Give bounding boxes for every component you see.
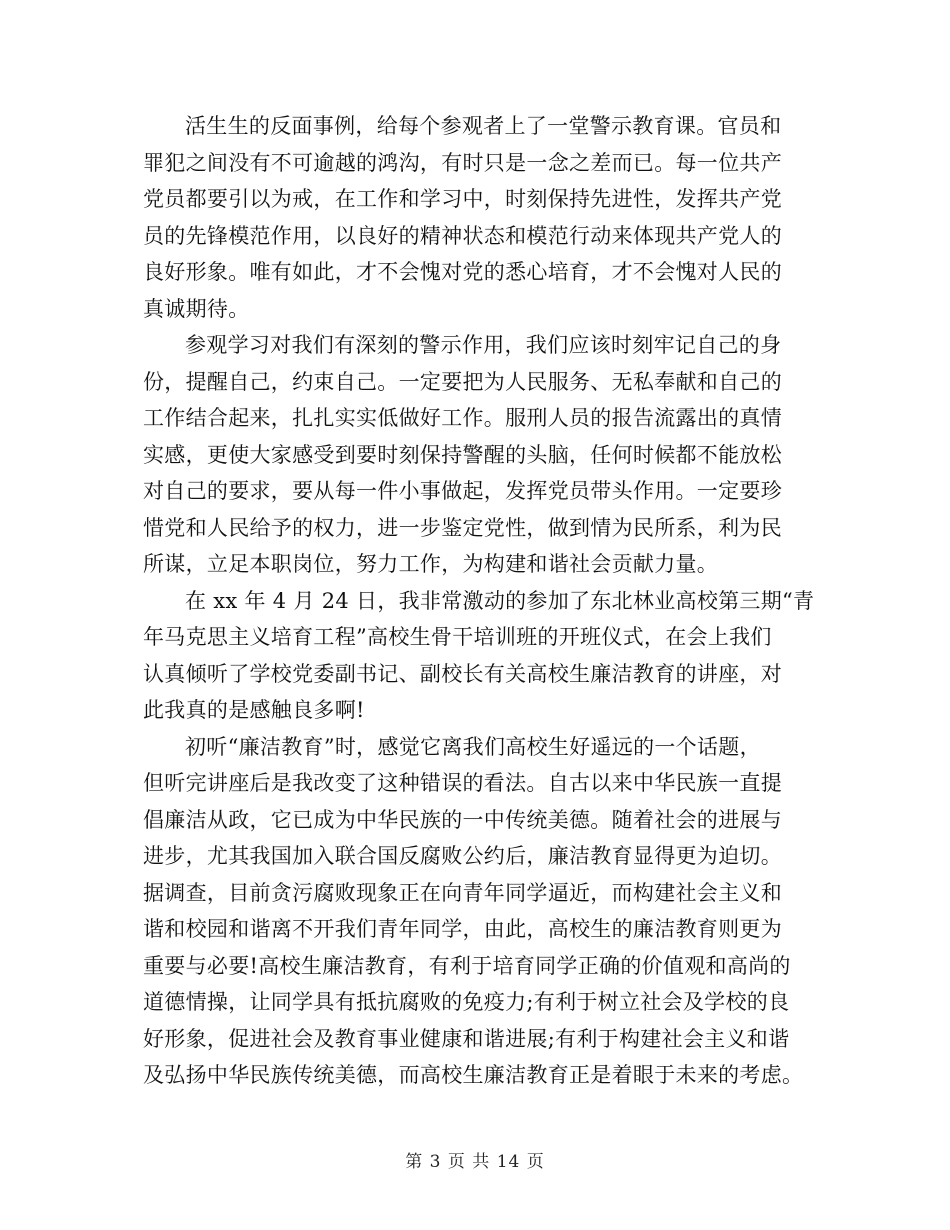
paragraph-training-class (143, 583, 815, 729)
text-line: 罪犯之间没有不可逾越的鸿沟，有时只是一念之差而已。每一位共产 (143, 150, 782, 175)
text-line: 好形象，促进社会及教育事业健康和谐进展;有利于构建社会主义和谐 (143, 1026, 790, 1051)
text-line: 据调查，目前贪污腐败现象正在向青年同学逼近，而构建社会主义和 (143, 880, 782, 905)
text-line: 对自己的要求，要从每一件小事做起，发挥党员带头作用。一定要珍 (143, 479, 782, 503)
text-line: 党员都要引以为戒，在工作和学习中，时刻保持先进性，发挥共产党 (143, 187, 782, 211)
paragraph-integrity-education (143, 729, 803, 1094)
text-line: 进步，尤其我国加入联合国反腐败公约后，廉洁教育显得更为迫切。 (143, 844, 782, 868)
paragraph-study-visit (143, 327, 803, 583)
text-line: 参观学习对我们有深刻的警示作用，我们应该时刻牢记自己的身 (185, 333, 782, 357)
text-line: 工作结合起来，扎扎实实低做好工作。服刑人员的报告流露出的真情 (143, 406, 782, 430)
page-number-footer: 第 3 页 共 14 页 (405, 1152, 545, 1172)
text-line: 道德情操，让同学具有抵抗腐败的免疫力;有利于树立社会及学校的良 (143, 990, 790, 1014)
text-line: 此我真的是感触良多啊! (143, 698, 365, 722)
text-line: 惜党和人民给予的权力，进一步鉴定党性，做到情为民所系，利为民 (143, 515, 782, 540)
text-line: 初听“廉洁教育”时，感觉它离我们高校生好遥远的一个话题， (185, 734, 761, 759)
text-line: 实感，更使大家感受到要时刻保持警醒的头脑，任何时候都不能放松 (143, 442, 782, 467)
text-line: 重要与必要!高校生廉洁教育，有利于培育同学正确的价值观和高尚的 (143, 953, 791, 978)
document-body (143, 108, 815, 1094)
paragraph-warning-lesson (143, 108, 803, 327)
text-line: 认真倾听了学校党委副书记、副校长有关高校生廉洁教育的讲座，对 (143, 661, 782, 686)
text-line: 年马克思主义培育工程”高校生骨干培训班的开班仪式，在会上我们 (143, 625, 772, 649)
text-line: 及弘扬中华民族传统美德，而高校生廉洁教育正是着眼于未来的考虑。 (143, 1063, 804, 1087)
text-line: 但听完讲座后是我改变了这种错误的看法。自古以来中华民族一直提 (143, 771, 782, 795)
text-line: 在 xx 年 4 月 24 日，我非常激动的参加了东北林业高校第三期“青 (185, 588, 815, 613)
text-line: 倡廉洁从政，它已成为中华民族的一中传统美德。随着社会的进展与 (143, 807, 782, 832)
text-line: 活生生的反面事例，给每个参观者上了一堂警示教育课。官员和 (185, 114, 782, 138)
text-line: 真诚期待。 (143, 296, 250, 321)
text-line: 员的先锋模范作用，以良好的精神状态和模范行动来体现共产党人的 (143, 223, 782, 248)
text-line: 良好形象。唯有如此，才不会愧对党的悉心培育，才不会愧对人民的 (143, 260, 782, 284)
text-line: 谐和校园和谐离不开我们青年同学，由此，高校生的廉洁教育则更为 (143, 917, 782, 941)
text-line: 份，提醒自己，约束自己。一定要把为人民服务、无私奉献和自己的 (143, 369, 782, 394)
text-line: 所谋，立足本职岗位，努力工作，为构建和谐社会贡献力量。 (143, 552, 719, 576)
